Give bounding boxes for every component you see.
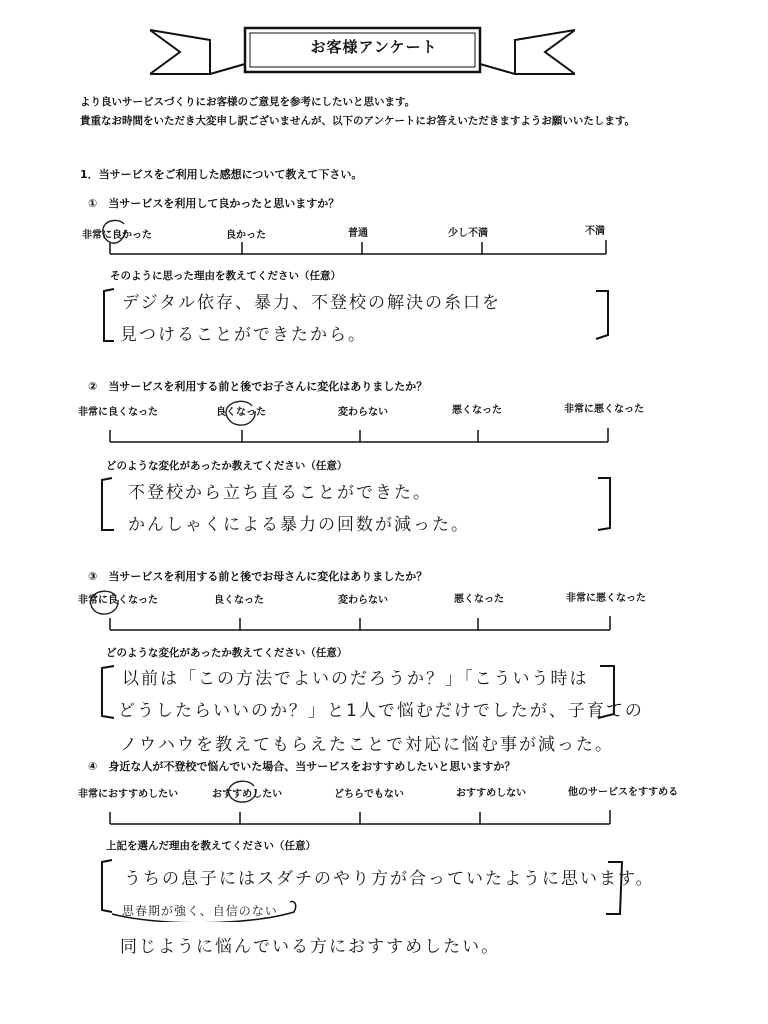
q4-option-2[interactable]: どちらでもない	[334, 789, 404, 800]
q3-option-2[interactable]: 変わらない	[338, 595, 388, 606]
q1-option-1[interactable]: 良かった	[226, 230, 266, 241]
q4-label: ④ 身近な人が不登校で悩んでいた場合、当サービスをおすすめしたいと思いますか？	[88, 760, 516, 773]
q4-option-1[interactable]: おすすめしたい	[212, 789, 283, 800]
q2-answer-line-1: 不登校から立ち直ることができた。	[128, 483, 432, 503]
q1-label: ① 当サービスを利用して良かったと思いますか？	[88, 197, 340, 210]
q1-option-4[interactable]: 不満	[585, 226, 605, 237]
q2-option-2[interactable]: 変わらない	[338, 407, 388, 418]
q1-answer-line-2: 見つけることができたから。	[120, 325, 367, 345]
q3-answer-line-2: どうしたらいいのか？」と1人で悩むだけでしたが、子育ての	[118, 701, 644, 721]
q3-label: ③ 当サービスを利用する前と後でお母さんに変化はありましたか？	[88, 570, 428, 583]
page-title: お客様アンケート	[310, 37, 438, 56]
q3-answer-line-3: ノウハウを教えてもらえたことで対応に悩む事が減った。	[120, 735, 614, 755]
intro-line-2: 貴重なお時間をいただき大変申し訳ございませんが、以下のアンケートにお答えいただきますようお願いいたします。	[80, 115, 636, 127]
q3-selection-circle	[88, 588, 124, 618]
q2-option-1[interactable]: 良くなった	[216, 407, 266, 418]
q2-answer-line-2: かんしゃくによる暴力の回数が減った。	[128, 515, 470, 535]
q1-option-2[interactable]: 普通	[348, 228, 368, 239]
q3-option-4[interactable]: 非常に悪くなった	[566, 593, 646, 604]
q2-reason-label: どのような変化があったか教えてください（任意）	[106, 460, 348, 472]
q3-answer-line-1: 以前は「この方法でよいのだろうか？」「こういう時は	[122, 669, 589, 689]
q3-reason-label: どのような変化があったか教えてください（任意）	[106, 647, 348, 659]
q4-option-4[interactable]: 他のサービスをすすめる	[568, 787, 679, 798]
q2-selection-circle	[222, 398, 262, 428]
q4-selection-circle	[226, 778, 262, 806]
q3-option-1[interactable]: 良くなった	[214, 595, 264, 606]
q4-reason-label: 上記を選んだ理由を教えてください（任意）	[106, 840, 316, 852]
q1-scale	[110, 238, 610, 258]
intro-line-1: より良いサービスづくりにお客様のご意見を参考にしたいと思います。	[80, 96, 416, 108]
q4-scale	[110, 808, 614, 828]
q4-option-3[interactable]: おすすめしない	[456, 788, 527, 799]
q2-option-4[interactable]: 非常に悪くなった	[564, 404, 644, 415]
q4-option-0[interactable]: 非常におすすめしたい	[78, 789, 179, 800]
q2-scale	[110, 426, 610, 446]
q3-option-3[interactable]: 悪くなった	[454, 594, 504, 605]
q3-option-0[interactable]: 非常に良くなった	[78, 595, 158, 606]
q2-label: ② 当サービスを利用する前と後でお子さんに変化はありましたか？	[88, 380, 428, 393]
section-1-title: 1．当サービスをご利用した感想について教えて下さい。	[80, 168, 363, 181]
q1-answer-line-1: デジタル依存、暴力、不登校の解決の糸口を	[122, 293, 501, 313]
q3-scale	[110, 614, 614, 634]
q4-answer-line-2: 同じように悩んでいる方におすすめしたい。	[120, 937, 501, 957]
q1-reason-label: そのように思った理由を教えてください（任意）	[110, 270, 341, 282]
q1-selection-circle	[100, 218, 130, 246]
q1-option-0[interactable]: 非常に良かった	[82, 230, 152, 241]
q1-option-3[interactable]: 少し不満	[448, 228, 488, 239]
q4-answer-insert: 思春期が強く、自信のない	[122, 904, 278, 918]
q2-option-3[interactable]: 悪くなった	[452, 405, 502, 416]
q2-option-0[interactable]: 非常に良くなった	[78, 407, 158, 418]
q4-answer-line-1: うちの息子にはスダチのやり方が合っていたように思います。	[124, 869, 655, 889]
